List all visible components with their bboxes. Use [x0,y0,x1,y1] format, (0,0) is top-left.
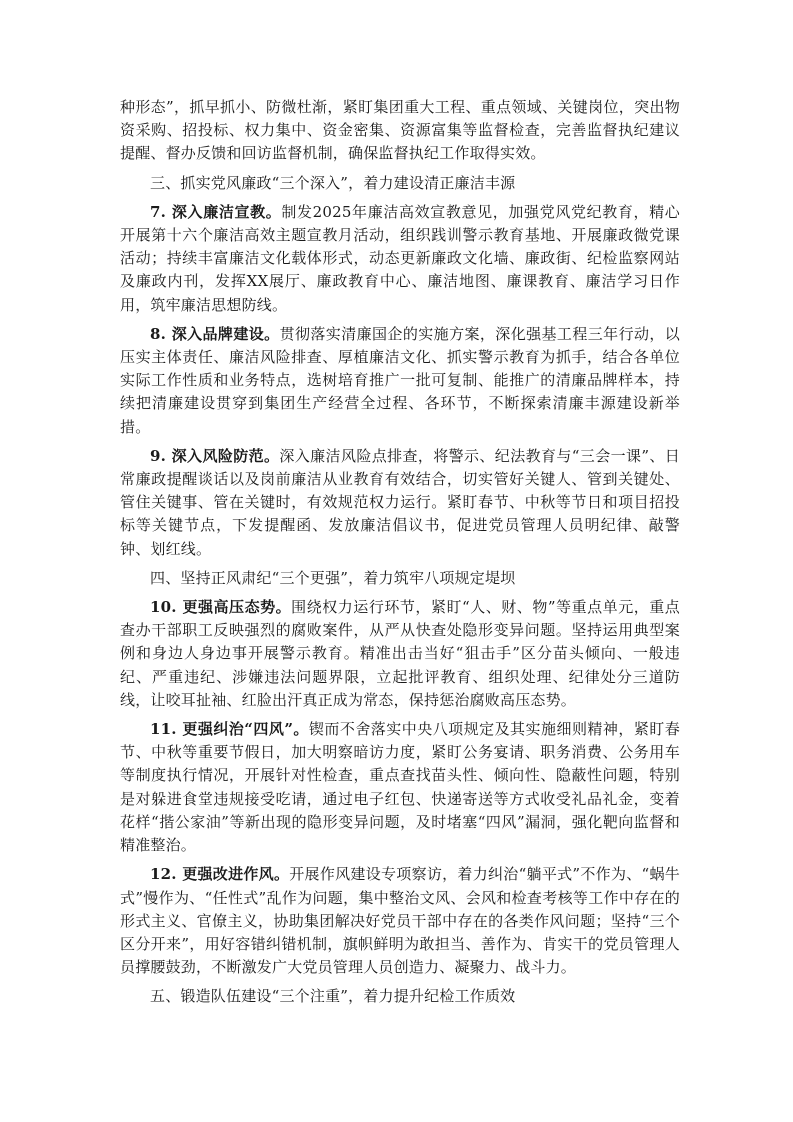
section-heading-5: 五、锻造队伍建设“三个注重”，着力提升纪检工作质效 [150,987,516,1006]
list-item-10 [120,596,680,712]
item-body: 围绕权力运行环节，紧盯“人、财、物”等重点单元，重点查办干部职工反映强烈的腐败案件，从严从快查处隐形变异问题。坚持运用典型案例和身边人身边事开展警示教育。精准出击当好“狙击手”区分苗头倾向、一般违纪、严重违纪、涉嫌违法问题界限，立起批评教育、组织处理、纪律处分三道防线，让咬耳扯袖、红脸出汗真正成为常态，保持惩治腐败高压态势。 [120,598,680,709]
list-item-9 [120,445,680,561]
item-body: 锲而不舍落实中央八项规定及其实施细则精神，紧盯春节、中秋等重要节假日，加大明察暗访力度，紧盯公务宴请、职务消费、公务用车等制度执行情况，开展针对性检查，重点查找苗头性、倾向性、隐蔽性问题，特别是对躲进食堂违规接受吃请，通过电子红包、快递寄送等方式收受礼品礼金，变着花样“揩公家油”等新出现的隐形变异问题，及时堵塞“四风”漏洞，强化靶向监督和精准整治。 [120,720,680,855]
paragraph-continuation: 种形态”，抓早抓小、防微杜渐，紧盯集团重大工程、重点领域、关键岗位，突出物资采购、招投标、权力集中、资金密集、资源富集等监督检查，完善监督执纪建议提醒、督办反馈和回访监督机制，确保监督执纪工作取得实效。 [120,98,680,163]
item-title: 9. 深入风险防范。 [150,446,280,465]
list-item-8 [120,323,680,439]
item-title: 11. 更强纠治“四风”。 [150,720,309,739]
section-heading-4: 四、坚持正风肃纪“三个更强”，着力筑牢八项规定堤坝 [150,568,516,587]
section-heading-3: 三、抓实党风廉政“三个深入”，着力建设清正廉洁丰源 [150,173,516,192]
list-item-7 [120,201,680,317]
item-title: 7. 深入廉洁宣教。 [150,202,282,221]
item-title: 12. 更强改进作风。 [150,865,290,884]
document-page [120,96,680,1015]
item-body: 贯彻落实清廉国企的实施方案，深化强基工程三年行动，以压实主体责任、廉洁风险排查、厚植廉洁文化、抓实警示教育为抓手，结合各单位实际工作性质和业务特点，选树培育推广一批可复制、能推广的清廉品牌样本，持续把清廉建设贯穿到集团生产经营全过程、各环节，不断探索清廉丰源建设新举措。 [120,324,680,436]
item-title: 10. 更强高压态势。 [150,598,292,617]
item-body: 制发2025年廉洁高效宣教意见，加强党风党纪教育，精心开展第十六个廉洁高效主题宣教月活动，组织践训警示教育基地、开展廉政微党课活动；持续丰富廉洁文化载体形式，动态更新廉政文化墙、廉政街、纪检监察网站及廉政内刊，发挥XX展厅、廉政教育中心、廉洁地图、廉课教育、廉洁学习日作用，筑牢廉洁思想防线。 [120,202,680,314]
item-body: 开展作风建设专项察访，着力纠治“躺平式”不作为、“蜗牛式”慢作为、“任性式”乱作为问题，集中整治文风、会风和检查考核等工作中存在的形式主义、官僚主义，协助集团解决好党员干部中存在的各类作风问题；坚持“三个区分开来”，用好容错纠错机制，旗帜鲜明为敢担当、善作为、肯实干的党员管理人员撑腰鼓劲，不断激发广大党员管理人员创造力、凝聚力、战斗力。 [120,865,680,977]
item-title: 8. 深入品牌建设。 [150,324,280,343]
item-body: 深入廉洁风险点排查，将警示、纪法教育与“三会一课”、日常廉政提醒谈话以及岗前廉洁从业教育有效结合，切实管好关键人、管到关键处、管住关键事、管在关键时，有效规范权力运行。紧盯春节、中秋等节日和项目招投标等关键节点，下发提醒函、发放廉洁倡议书，促进党员管理人员明纪律、敲警钟、划红线。 [120,446,680,558]
list-item-12 [120,863,680,979]
list-item-11 [120,718,680,857]
